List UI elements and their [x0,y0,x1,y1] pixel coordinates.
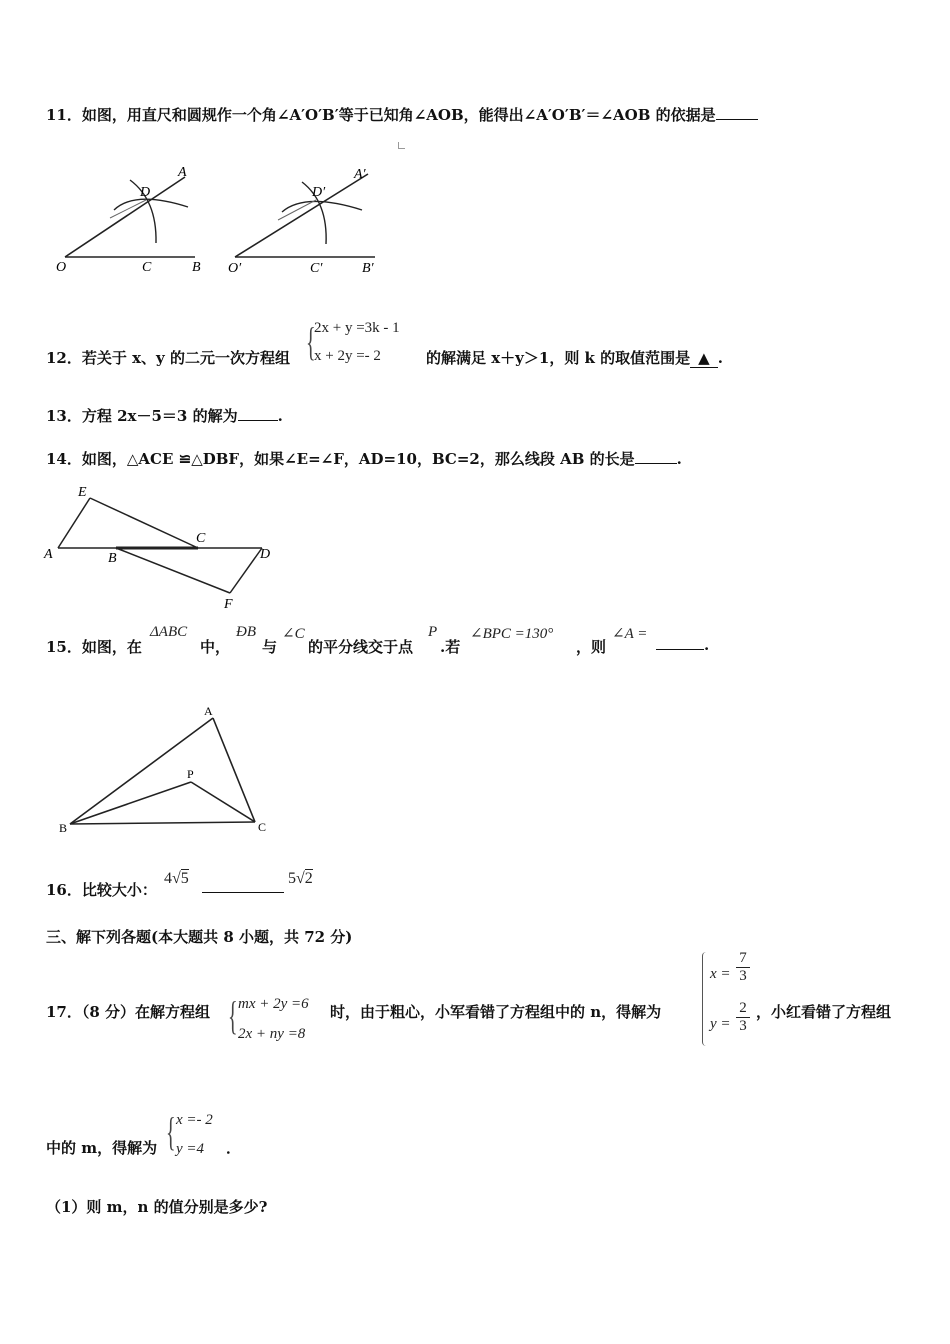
q15-text-6: ，则 [576,638,607,656]
q11-number: 11． [46,106,82,124]
q11-left-label-c: C [142,260,152,275]
q12-stem-post: 的解满足 x＋y＞1，则 k 的取值范围是 [426,349,691,367]
q17-sol1-x-fraction: 7 3 [736,950,750,985]
q15-angle-b: ÐB [236,624,256,640]
q14-label-c: C [196,531,206,546]
q14-label-d: D [260,547,271,562]
q14-stem: 如图，△ACE ≌△DBF，如果∠E=∠F，AD=10，BC=2，那么线段 AB 的长是 [81,450,635,468]
q17-eq2: 2x + ny =8 [238,1026,306,1042]
q11-right-label-o: O′ [228,261,242,276]
q14-answer-blank[interactable] [635,451,677,464]
q11-figure [50,160,390,295]
sqrt-icon: √ [296,870,305,887]
anchor-mark [398,142,405,149]
q17-line1-start [46,1001,210,1022]
q14-figure [40,480,285,615]
q15-angle-a: ∠A = [612,626,648,642]
q14-label-a: A [44,547,53,562]
q16-line [46,879,157,900]
q11-text [46,104,758,125]
q15-abc: ΔABC [150,624,188,640]
q12-eq1: 2x + y =3k - 1 [314,320,400,336]
q13-answer-blank[interactable] [238,408,278,421]
q11-figure-right [228,167,375,276]
q17-stem-2: 时，由于粗心，小军看错了方程组中的 n，得解为 [330,1003,662,1021]
q11-right-label-a: A′ [354,167,366,182]
q17-sol2-y: y =4 [176,1141,205,1157]
q17-number: 17． [46,1003,82,1021]
q11-answer-blank[interactable] [716,107,758,120]
q16-answer-blank[interactable] [202,892,284,893]
q11-right-label-b: B′ [362,261,374,276]
q11-right-label-c: C′ [310,261,323,276]
q15-label-c: C [258,820,267,834]
q15-angle-c: ∠C [282,626,305,642]
q15-point-p: P [428,624,438,640]
q15-answer-blank[interactable] [656,637,704,650]
q17-subquestion-1: （1）则 m，n 的值分别是多少? [46,1198,268,1216]
q13-number: 13． [46,407,82,425]
q14-label-f: F [224,597,233,612]
q17-stem-1: （8 分）在解方程组 [81,1003,211,1021]
q16-stem: 比较大小： [81,881,157,899]
q12-line [46,347,290,368]
q12-line-tail: 的解满足 x＋y＞1，则 k 的取值范围是 ▲ . [426,349,723,367]
q16-number: 16． [46,881,82,899]
q11-left-label-a: A [178,165,187,180]
q15-angle-bpc: ∠BPC =130° [470,626,554,642]
q17-line2-end: ． [226,1139,242,1157]
q17-sol2-x: x =- 2 [176,1112,213,1128]
q17-solution1-brace [702,952,707,1046]
q16-right-expr: 5√2 [288,870,313,887]
q17-line2-start: 中的 m，得解为 [46,1139,158,1157]
q12-eq2: x + 2y =- 2 [314,348,381,364]
q11-stem: 如图，用直尺和圆规作一个角∠A′O′B′等于已知角∠AOB，能得出∠A′O′B′＝∠AOB 的依据是 [81,106,716,124]
q14-number: 14． [46,450,82,468]
q11-left-label-o: O [56,260,67,275]
q17-system-brace: { [228,993,238,1038]
q11-left-label-b: B [192,260,201,275]
q12-number: 12． [46,349,82,367]
q15-label-a: A [204,704,213,718]
q17-sol1-x: x = [710,966,731,982]
q14-label-e: E [78,485,87,500]
q11-left-label-d: D [140,185,151,200]
q15-blank-wrap: . [656,636,709,654]
q14-line: 14．如图，△ACE ≌△DBF，如果∠E=∠F，AD=10，BC=2，那么线段 AB 的长是 . [46,450,682,468]
q17-solution2-brace: { [166,1109,176,1154]
q13-line: 13．方程 2x－5＝3 的解为 . [46,407,283,425]
q11-right-label-d: D′ [312,185,326,200]
q15-text-2: 中， [200,638,231,656]
q14-label-b: B [108,551,117,566]
triangle-icon: ▲ [698,349,710,367]
q16-left-expr: 4√5 [164,870,189,887]
q15-label-b: B [59,821,68,835]
q15-text-5: .若 [440,638,461,656]
q15-text-3: 与 [262,638,278,656]
q17-eq1: mx + 2y =6 [238,996,309,1012]
q15-number: 15． [46,638,82,656]
q17-sol1-y-fraction: 2 3 [736,1000,750,1035]
q15-figure [55,700,275,840]
q13-stem: 方程 2x－5＝3 的解为 [81,407,238,425]
q15-label-p: P [187,767,194,781]
q17-sol1-y: y = [710,1016,731,1032]
q12-stem-pre: 若关于 x、y 的二元一次方程组 [81,349,290,367]
q12-answer-blank[interactable] [690,349,718,368]
q15-line: 15．如图，在 [46,638,142,656]
q17-stem-3: ，小红看错了方程组 [756,1003,892,1021]
q11-figure-left [56,165,201,275]
q12-system-brace: { [306,319,316,364]
section3-title: 三、解下列各题(本大题共 8 小题，共 72 分) [46,928,353,946]
q15-text-4: 的平分线交于点 [308,638,414,656]
sqrt-icon: √ [172,870,181,887]
